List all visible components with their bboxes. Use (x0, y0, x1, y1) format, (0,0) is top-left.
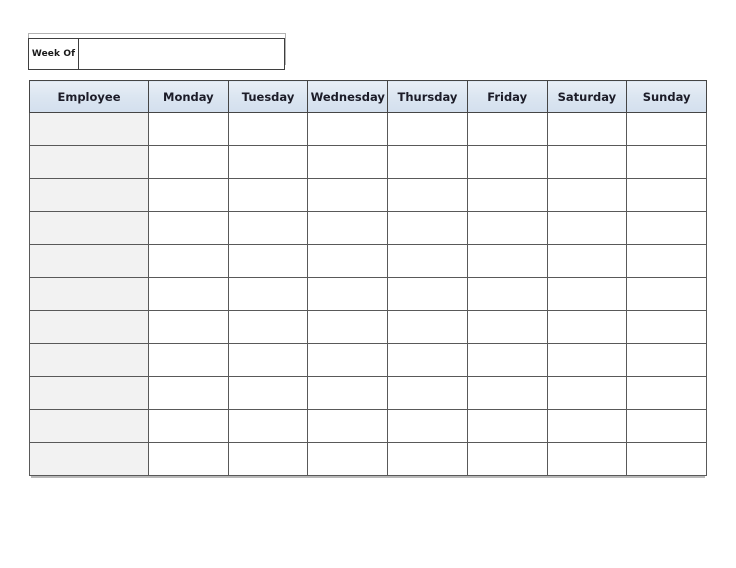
employee-cell[interactable] (30, 113, 149, 146)
column-header-monday: Monday (149, 81, 229, 113)
table-row (30, 443, 707, 476)
column-header-thursday: Thursday (388, 81, 468, 113)
table-row (30, 410, 707, 443)
employee-cell[interactable] (30, 212, 149, 245)
schedule-cell[interactable] (228, 179, 308, 212)
schedule-cell[interactable] (547, 278, 627, 311)
schedule-cell[interactable] (308, 311, 388, 344)
table-row (30, 278, 707, 311)
schedule-cell[interactable] (228, 344, 308, 377)
schedule-cell[interactable] (149, 245, 229, 278)
schedule-cell[interactable] (388, 245, 468, 278)
schedule-cell[interactable] (388, 410, 468, 443)
employee-cell[interactable] (30, 311, 149, 344)
schedule-table (29, 80, 707, 476)
column-header-employee: Employee (30, 81, 149, 113)
table-row (30, 146, 707, 179)
schedule-cell[interactable] (627, 410, 707, 443)
schedule-cell[interactable] (467, 443, 547, 476)
schedule-cell[interactable] (228, 311, 308, 344)
schedule-cell[interactable] (547, 179, 627, 212)
employee-cell[interactable] (30, 146, 149, 179)
schedule-cell[interactable] (228, 377, 308, 410)
schedule-cell[interactable] (149, 113, 229, 146)
schedule-cell[interactable] (149, 410, 229, 443)
schedule-cell[interactable] (547, 344, 627, 377)
schedule-cell[interactable] (388, 377, 468, 410)
column-header-wednesday: Wednesday (308, 81, 388, 113)
schedule-cell[interactable] (467, 179, 547, 212)
schedule-cell[interactable] (467, 344, 547, 377)
table-row (30, 212, 707, 245)
column-header-friday: Friday (467, 81, 547, 113)
schedule-cell[interactable] (627, 179, 707, 212)
schedule-cell[interactable] (467, 245, 547, 278)
employee-cell[interactable] (30, 344, 149, 377)
schedule-cell[interactable] (228, 443, 308, 476)
table-row (30, 245, 707, 278)
table-row (30, 179, 707, 212)
schedule-cell[interactable] (308, 344, 388, 377)
schedule-cell[interactable] (467, 113, 547, 146)
schedule-cell[interactable] (627, 113, 707, 146)
schedule-cell[interactable] (388, 278, 468, 311)
employee-cell[interactable] (30, 410, 149, 443)
column-header-saturday: Saturday (547, 81, 627, 113)
schedule-cell[interactable] (308, 245, 388, 278)
schedule-cell[interactable] (467, 146, 547, 179)
schedule-cell[interactable] (228, 245, 308, 278)
schedule-cell[interactable] (308, 113, 388, 146)
schedule-cell[interactable] (228, 113, 308, 146)
schedule-cell[interactable] (467, 311, 547, 344)
schedule-cell[interactable] (149, 344, 229, 377)
schedule-cell[interactable] (308, 146, 388, 179)
schedule-cell[interactable] (308, 179, 388, 212)
employee-cell[interactable] (30, 179, 149, 212)
schedule-cell[interactable] (547, 245, 627, 278)
schedule-cell[interactable] (149, 146, 229, 179)
schedule-cell[interactable] (149, 212, 229, 245)
employee-cell[interactable] (30, 377, 149, 410)
table-row (30, 311, 707, 344)
schedule-cell[interactable] (627, 344, 707, 377)
week-of-input[interactable] (79, 39, 284, 69)
schedule-cell[interactable] (149, 443, 229, 476)
schedule-cell[interactable] (308, 377, 388, 410)
schedule-header-row (30, 81, 707, 113)
schedule-cell[interactable] (627, 311, 707, 344)
schedule-cell[interactable] (308, 410, 388, 443)
table-row (30, 377, 707, 410)
schedule-cell[interactable] (627, 212, 707, 245)
schedule-table-container (29, 80, 707, 476)
column-header-tuesday: Tuesday (228, 81, 308, 113)
schedule-cell[interactable] (547, 212, 627, 245)
schedule-cell[interactable] (149, 311, 229, 344)
week-of-box (28, 38, 285, 70)
employee-cell[interactable] (30, 245, 149, 278)
schedule-cell[interactable] (547, 113, 627, 146)
schedule-cell[interactable] (308, 443, 388, 476)
schedule-cell[interactable] (228, 212, 308, 245)
schedule-cell[interactable] (308, 212, 388, 245)
schedule-cell[interactable] (627, 443, 707, 476)
schedule-cell[interactable] (388, 344, 468, 377)
schedule-cell[interactable] (228, 278, 308, 311)
schedule-cell[interactable] (228, 410, 308, 443)
schedule-cell[interactable] (149, 278, 229, 311)
column-header-sunday: Sunday (627, 81, 707, 113)
schedule-cell[interactable] (547, 410, 627, 443)
schedule-cell[interactable] (467, 212, 547, 245)
schedule-cell[interactable] (467, 377, 547, 410)
schedule-cell[interactable] (388, 311, 468, 344)
schedule-cell[interactable] (388, 443, 468, 476)
schedule-cell[interactable] (228, 146, 308, 179)
schedule-cell[interactable] (627, 278, 707, 311)
table-row (30, 113, 707, 146)
employee-cell[interactable] (30, 278, 149, 311)
schedule-cell[interactable] (388, 179, 468, 212)
schedule-cell[interactable] (547, 311, 627, 344)
schedule-cell[interactable] (388, 146, 468, 179)
schedule-cell[interactable] (627, 245, 707, 278)
table-row (30, 344, 707, 377)
schedule-cell[interactable] (547, 146, 627, 179)
schedule-cell[interactable] (627, 377, 707, 410)
schedule-cell[interactable] (627, 146, 707, 179)
schedule-cell[interactable] (388, 113, 468, 146)
schedule-cell[interactable] (467, 410, 547, 443)
employee-cell[interactable] (30, 443, 149, 476)
schedule-cell[interactable] (467, 278, 547, 311)
schedule-cell[interactable] (149, 179, 229, 212)
schedule-cell[interactable] (149, 377, 229, 410)
schedule-cell[interactable] (388, 212, 468, 245)
schedule-cell[interactable] (547, 377, 627, 410)
schedule-cell[interactable] (308, 278, 388, 311)
schedule-table-body (30, 113, 707, 476)
week-of-label: Week Of (29, 39, 79, 69)
schedule-cell[interactable] (547, 443, 627, 476)
